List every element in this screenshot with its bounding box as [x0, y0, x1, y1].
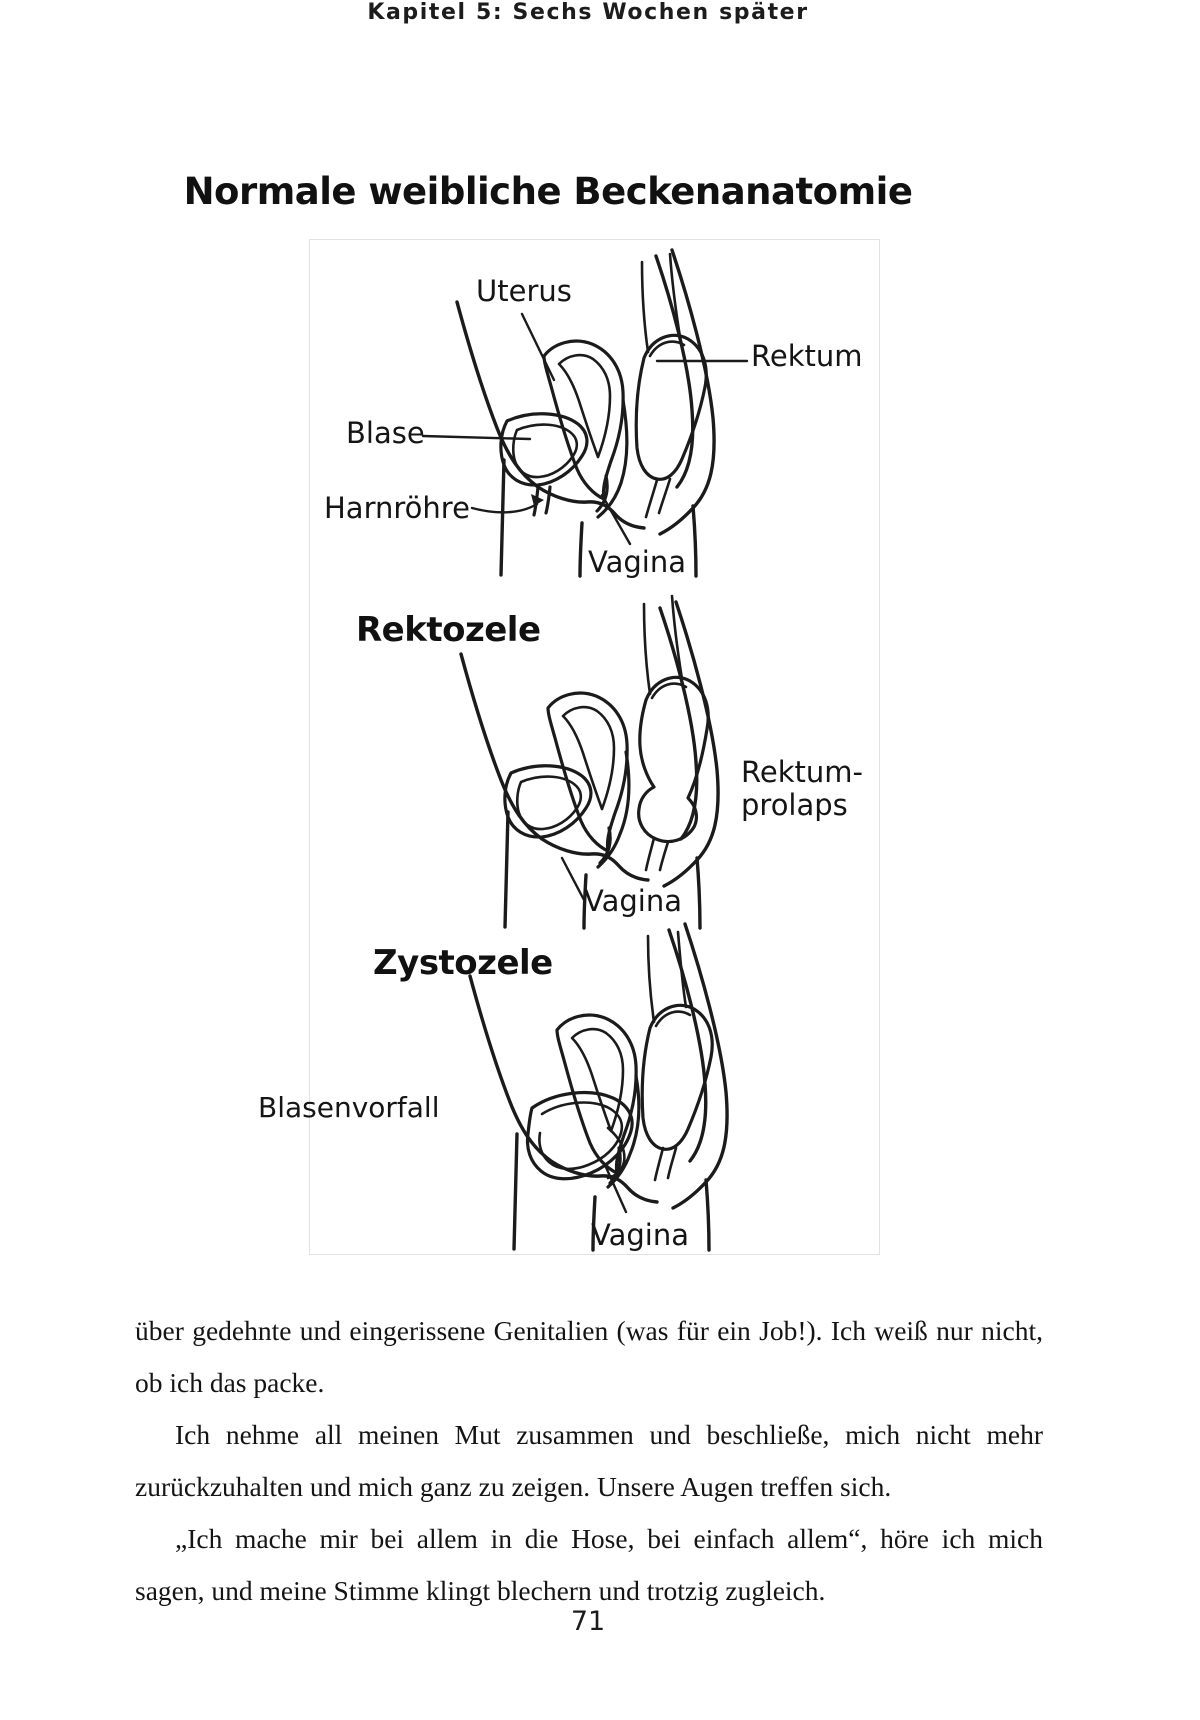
- anatomy-figure: [258, 239, 880, 1255]
- blasenvorfall-label: Blasenvorfall: [258, 1091, 440, 1124]
- rectum-shape: [636, 254, 706, 517]
- body-outline: [461, 602, 718, 928]
- vagina-leader-line: [562, 858, 584, 900]
- rektumprolaps-line1: Rektum-: [741, 755, 863, 789]
- vagina-leader-line: [602, 495, 630, 544]
- paragraph: Ich nehme all meinen Mut zusammen und beschließe, mich nicht mehr zurückzuhalten und mich ganz zu zeigen. Unsere Augen treffen sich.: [135, 1419, 1043, 1502]
- vagina-label-rektozele: Vagina: [584, 884, 682, 918]
- paragraph: über gedehnte und eingerissene Genitalien (was für ein Job!). Ich weiß nur nicht, ob ich das packe.: [135, 1315, 1043, 1398]
- rektumprolaps-label: [741, 756, 863, 822]
- page-number: 71: [570, 1606, 606, 1637]
- bladder-shape: [501, 414, 587, 485]
- blase-label: Blase: [346, 416, 425, 450]
- chapter-header: Kapitel 5: Sechs Wochen später: [367, 0, 809, 25]
- paragraph: „Ich mache mir bei allem in die Hose, bei einfach allem“, höre ich mich sagen, und meine Stimme klingt blechern und trotzig zugleich.: [135, 1523, 1043, 1606]
- figure-title: Normale weibliche Beckenanatomie: [183, 170, 913, 213]
- uterus-label: Uterus: [476, 274, 572, 308]
- vagina-label-zystozele: Vagina: [591, 1218, 689, 1252]
- normal-anatomy-drawing: [423, 250, 747, 576]
- rektum-label: Rektum: [751, 339, 863, 373]
- bladder-shape: [505, 766, 591, 837]
- rektumprolaps-line2: prolaps: [741, 788, 848, 822]
- harnroehre-label: Harnröhre: [324, 491, 470, 525]
- vagina-label-normal: Vagina: [588, 545, 686, 579]
- uterus-shape: [548, 693, 627, 851]
- leader-lines: [562, 858, 584, 900]
- uterus-leader-line: [522, 314, 554, 380]
- body-text: [135, 1305, 1043, 1617]
- rectum-prolapse-shape: [639, 596, 709, 870]
- rektozele-heading: Rektozele: [356, 610, 541, 650]
- uterus-shape: [544, 341, 623, 499]
- zystozele-heading: Zystozele: [373, 943, 553, 983]
